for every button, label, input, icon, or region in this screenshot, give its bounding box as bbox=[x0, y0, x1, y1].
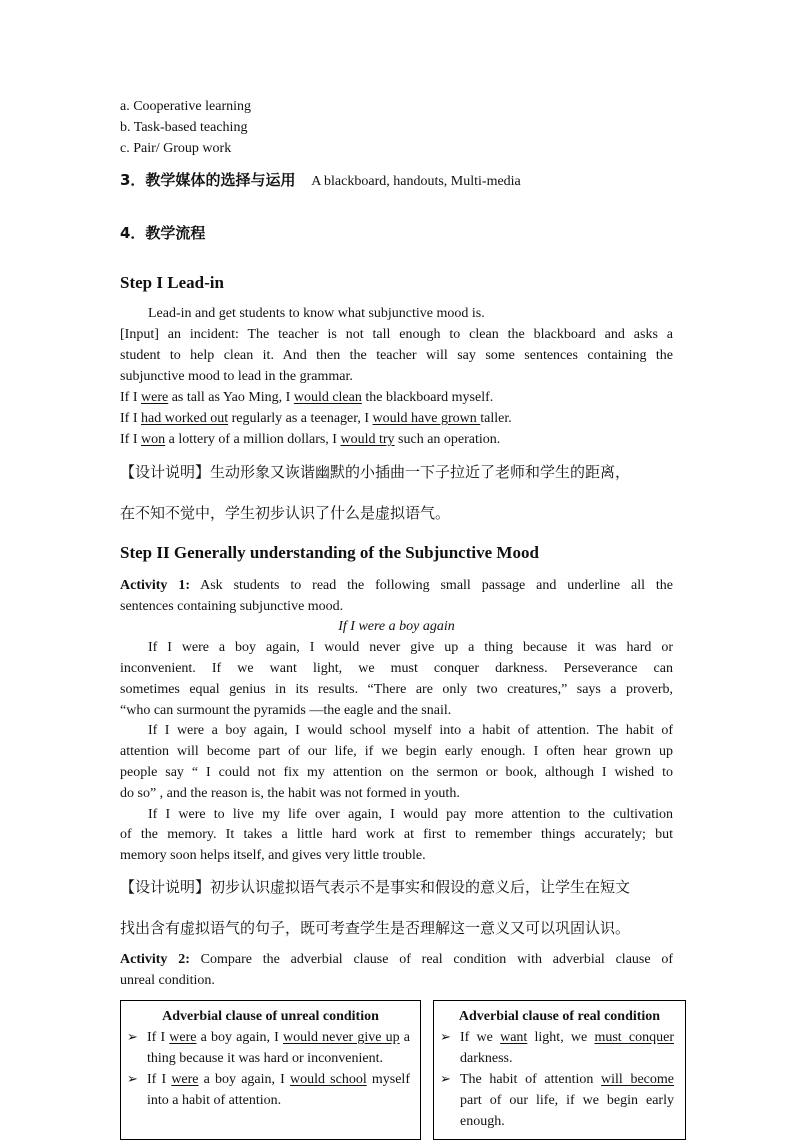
passage-line: do so” , and the reason is, the habit was not formed in youth. bbox=[120, 786, 460, 801]
text-segment: a boy again, I bbox=[198, 1072, 290, 1087]
design-note: 找出含有虚拟语气的句子，既可考查学生是否理解这一意义又可以巩固认识。 bbox=[120, 919, 631, 937]
clause-item bbox=[434, 1027, 685, 1069]
text-segment: as tall as Yao Ming, I bbox=[168, 390, 294, 405]
passage-line: sometimes equal genius in its results. “There are only two creatures,” says a proverb, bbox=[120, 682, 673, 697]
arrow-bullet-icon: ➢ bbox=[440, 1072, 451, 1087]
passage-line: attention will become part of our life, if we begin early enough. I often hear grown up bbox=[120, 744, 673, 759]
text-segment: If I bbox=[147, 1030, 170, 1045]
text-segment: the blackboard myself. bbox=[361, 390, 494, 405]
passage-line: memory soon helps itself, and gives very little trouble. bbox=[120, 848, 426, 863]
design-note: 【设计说明】初步认识虚拟语气表示不是事实和假设的意义后，让学生在短文 bbox=[120, 878, 631, 896]
underlined-verb: want bbox=[500, 1030, 528, 1045]
passage-line: inconvenient. If we want light, we must conquer darkness. Perseverance can bbox=[120, 661, 673, 676]
method-item: a. Cooperative learning bbox=[120, 99, 252, 114]
activity-2-label: Activity 2: bbox=[120, 952, 190, 967]
design-note: 在不知不觉中，学生初步认识了什么是虚拟语气。 bbox=[120, 504, 451, 522]
underlined-verb: were bbox=[141, 390, 169, 405]
text-segment: taller. bbox=[480, 411, 512, 426]
text-segment: a thing because it was hard or inconvenient. bbox=[147, 1030, 410, 1066]
text-segment: such an operation. bbox=[394, 432, 501, 447]
section-3-heading bbox=[120, 169, 521, 193]
activity-1-label: Activity 1: bbox=[120, 578, 190, 593]
text-segment: Compare the adverbial clause of real condition with adverbial clause of bbox=[189, 952, 674, 967]
real-condition-box bbox=[433, 1000, 686, 1140]
activity-1-line bbox=[120, 575, 673, 596]
real-condition-title: Adverbial clause of real condition bbox=[458, 1009, 661, 1024]
underlined-verb: would clean bbox=[293, 390, 362, 405]
method-item: c. Pair/ Group work bbox=[120, 141, 232, 156]
activity-2-line: unreal condition. bbox=[120, 973, 215, 988]
arrow-bullet-icon: ➢ bbox=[127, 1030, 138, 1045]
passage-line: of the memory. It takes a little hard work at first to remember things accurately; but bbox=[120, 827, 673, 842]
example-sentence bbox=[120, 387, 673, 408]
example-sentence bbox=[120, 408, 673, 429]
underlined-verb: would school bbox=[290, 1072, 367, 1087]
input-line: [Input] an incident: The teacher is not tall enough to clean the blackboard and asks a bbox=[120, 327, 673, 342]
method-item: b. Task-based teaching bbox=[120, 120, 248, 135]
text-segment: a lottery of a million dollars, I bbox=[165, 432, 341, 447]
text-segment: The habit of attention bbox=[460, 1072, 602, 1087]
underlined-verb: would have grown bbox=[372, 411, 481, 426]
text-segment: part of our life, if we begin early enough. bbox=[460, 1093, 674, 1129]
media-list: A blackboard, handouts, Multi-media bbox=[311, 174, 521, 189]
text-segment: If I bbox=[120, 390, 141, 405]
passage-line: If I were a boy again, I would never give up a thing because it was hard or bbox=[148, 640, 673, 655]
step-1-intro: Lead-in and get students to know what subjunctive mood is. bbox=[148, 306, 485, 321]
input-line: student to help clean it. And then the teacher will say some sentences containing the bbox=[120, 348, 673, 363]
activity-2-line bbox=[120, 949, 673, 970]
text-segment: light, we bbox=[527, 1030, 595, 1045]
clause-item bbox=[121, 1027, 420, 1069]
arrow-bullet-icon: ➢ bbox=[127, 1072, 138, 1087]
text-segment: a boy again, I bbox=[196, 1030, 283, 1045]
underlined-verb: were bbox=[171, 1072, 199, 1087]
section-4-heading: 4．教学流程 bbox=[120, 224, 206, 242]
text-segment: darkness. bbox=[460, 1051, 513, 1066]
underlined-verb: will become bbox=[601, 1072, 674, 1087]
passage-line: If I were to live my life over again, I would pay more attention to the cultivation bbox=[148, 807, 673, 822]
underlined-verb: must conquer bbox=[594, 1030, 675, 1045]
underlined-verb: would try bbox=[340, 432, 395, 447]
underlined-verb: had worked out bbox=[141, 411, 229, 426]
text-segment: If I bbox=[147, 1072, 172, 1087]
step-1-title: Step I Lead-in bbox=[120, 273, 224, 292]
text-segment: If I bbox=[120, 411, 141, 426]
unreal-condition-box bbox=[120, 1000, 421, 1140]
underlined-verb: would never give up bbox=[282, 1030, 400, 1045]
unreal-condition-title: Adverbial clause of unreal condition bbox=[162, 1009, 379, 1024]
passage-title: If I were a boy again bbox=[338, 619, 455, 634]
arrow-bullet-icon: ➢ bbox=[440, 1030, 451, 1045]
clause-item bbox=[121, 1069, 420, 1111]
text-segment: If I bbox=[120, 432, 141, 447]
passage-line: “who can surmount the pyramids —the eagle and the snail. bbox=[120, 703, 452, 718]
passage-line: people say “ I could not fix my attention on the sermon or book, although I wished to bbox=[120, 765, 673, 780]
example-sentence bbox=[120, 429, 673, 450]
section-3-title: 3．教学媒体的选择与运用 bbox=[120, 171, 296, 189]
text-segment: Ask students to read the following small passage and underline all the bbox=[190, 578, 674, 593]
activity-1-line: sentences containing subjunctive mood. bbox=[120, 599, 344, 614]
text-segment: If we bbox=[460, 1030, 501, 1045]
text-segment: regularly as a teenager, I bbox=[228, 411, 373, 426]
input-line: subjunctive mood to lead in the grammar. bbox=[120, 369, 353, 384]
step-2-title: Step II Generally understanding of the Subjunctive Mood bbox=[120, 543, 539, 562]
underlined-verb: won bbox=[141, 432, 166, 447]
design-note: 【设计说明】生动形象又诙谐幽默的小插曲一下子拉近了老师和学生的距离， bbox=[120, 463, 631, 481]
passage-line: If I were a boy again, I would school myself into a habit of attention. The habit of bbox=[148, 723, 673, 738]
underlined-verb: were bbox=[169, 1030, 197, 1045]
text-segment: myself into a habit of attention. bbox=[147, 1072, 410, 1108]
